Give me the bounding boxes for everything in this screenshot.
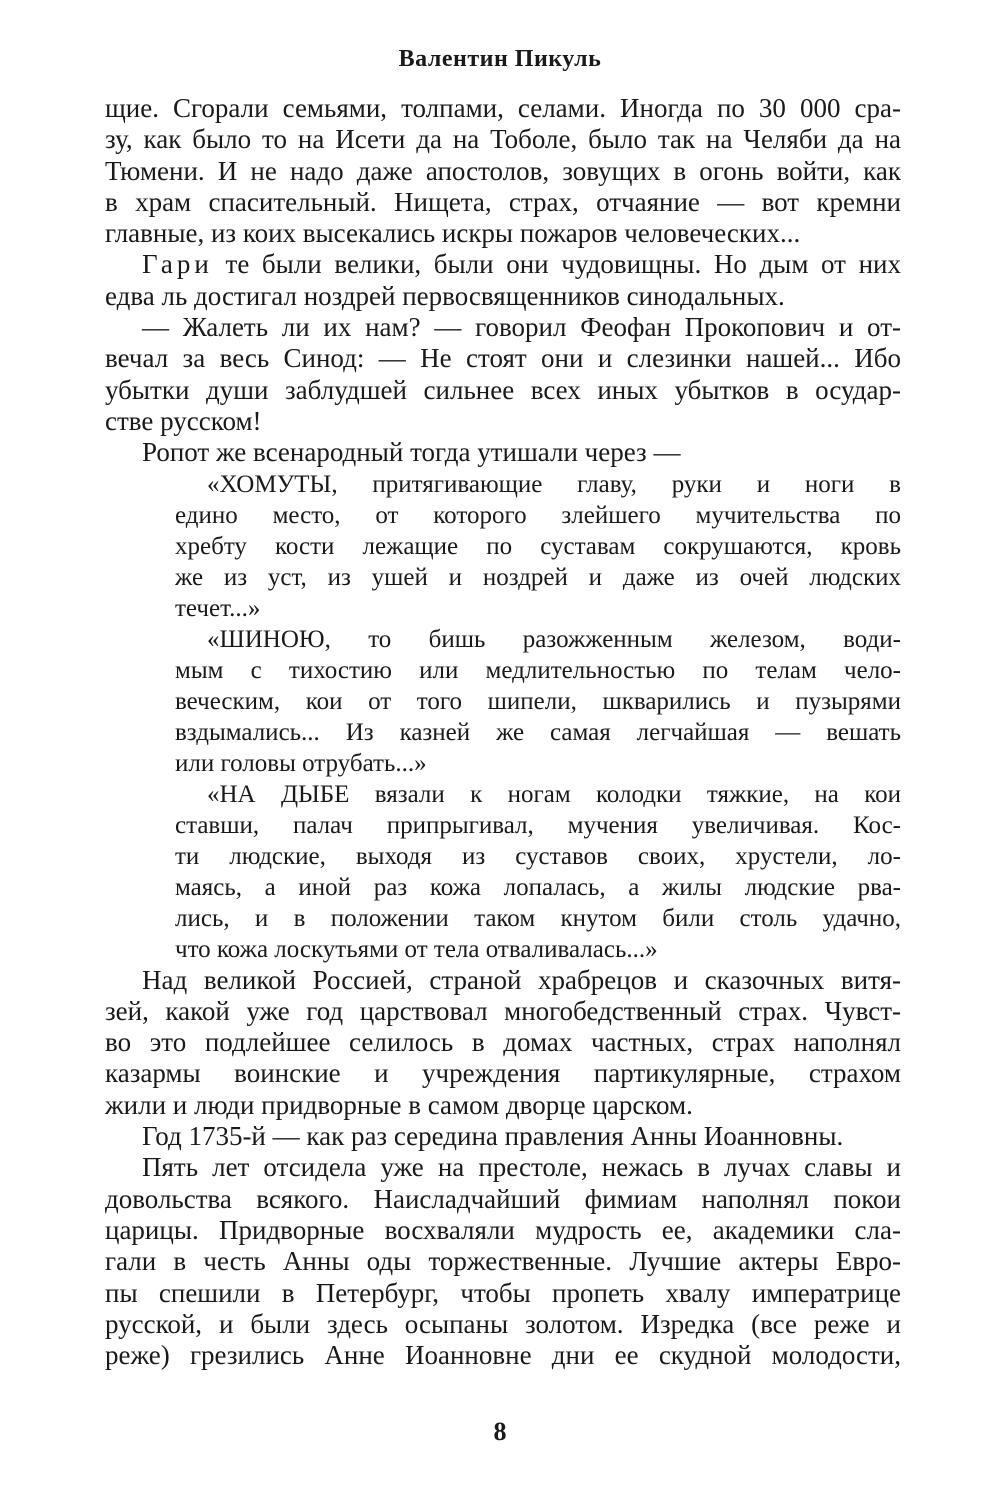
text-line: убытки души заблудшей сильнее всех иных убытков в осудар- [105, 374, 901, 405]
text-line: вечал за весь Синод: — Не стоят они и слезинки нашей... Ибо [105, 343, 901, 374]
text-line: гали в честь Анны оды торжественные. Лучшие актеры Евро- [105, 1246, 901, 1277]
text-line: реже) грезились Анне Иоанновне дни ее скудной молодости, [105, 1340, 901, 1371]
quote-line: лись, и в положении таком кнутом били столь удачно, [175, 904, 901, 932]
body-text [105, 93, 901, 1371]
quote-line: хребту кости лежащие по суставам сокрушаются, кровь [175, 532, 901, 560]
quote-line: «НА ДЫБЕ вязали к ногам колодки тяжкие, на кои [207, 780, 901, 808]
quote-line: вздымались... Из казней же самая легчайшая — вешать [175, 718, 901, 746]
quote-line: «ХОМУТЫ, притягивающие главу, руки и ноги в [207, 470, 901, 498]
text-line: главные, из коих высекались искры пожаров человеческих... [105, 218, 801, 249]
text-line: в храм спасительный. Нищета, страх, отчаяние — вот кремни [105, 186, 901, 217]
text-line: — Жалеть ли их нам? — говорил Феофан Прокопович и от- [142, 312, 901, 343]
document-quote [105, 469, 901, 965]
quote-line: или головы отрубать...» [175, 749, 427, 777]
quote-line: что кожа лоскутьями от тела отваливалась...» [175, 935, 658, 963]
quote-line: ти людские, выходя из суставов своих, хрустели, ло- [175, 842, 901, 870]
quote-line: течет...» [175, 594, 261, 622]
text-line [105, 249, 901, 280]
quote-line: мым с тихостию или медлительностью по телам чело- [175, 656, 901, 684]
quote-line: же из уст, из ушей и ноздрей и даже из очей людских [175, 563, 901, 591]
page-number: 8 [493, 1417, 507, 1446]
quote-line: веческим, кои от того шипели, шкварились и пузырями [175, 687, 901, 715]
quote-line: ставши, палач припрыгивал, мучения увеличивая. Кос- [175, 811, 901, 839]
quote-line: едино место, от которого злейшего мучительства по [175, 501, 901, 529]
text-line: во это подлейшее селилось в домах частных, страх наполнял [105, 1027, 901, 1058]
text-line: Ропот же всенародный тогда утишали через — [142, 437, 681, 468]
text-line: жили и люди придворные в самом дворце царском. [105, 1089, 693, 1120]
running-header: Валентин Пикуль [398, 46, 602, 72]
text-line: Год 1735-й — как раз середина правления Анны Иоанновны. [142, 1121, 844, 1152]
text-line: Над великой Россией, страной храбрецов и сказочных витя- [142, 964, 901, 995]
quote-line: «ШИНОЮ, то бишь разожженным железом, води- [207, 625, 901, 653]
text-line-rest: те были велики, были они чудовищны. Но дым от них [225, 249, 901, 280]
text-line: зу, как было то на Исети да на Тоболе, было так на Челяби да на [105, 124, 901, 155]
text-line: Пять лет отсидела уже на престоле, нежась в лучах славы и [142, 1152, 901, 1183]
text-line: Тюмени. И не надо даже апостолов, зовущих в огонь войти, как [105, 155, 901, 186]
text-line: стве русском! [105, 405, 262, 436]
text-line: едва ль достигал ноздрей первосвященников синодальных. [105, 280, 785, 311]
text-line: русской, и были здесь осыпаны золотом. Изредка (все реже и [105, 1308, 901, 1339]
text-line: царицы. Придворные восхваляли мудрость ее, академики сла- [105, 1214, 901, 1245]
text-line: зей, какой уже год царствовал многобедственный страх. Чувст- [105, 995, 901, 1026]
spaced-word: Гари [142, 249, 213, 280]
text-line: довольства всякого. Наисладчайший фимиам наполнял покои [105, 1183, 901, 1214]
text-line: казармы воинские и учреждения партикулярные, страхом [105, 1058, 901, 1089]
text-line: пы спешили в Петербург, чтобы пропеть хвалу императрице [105, 1277, 901, 1308]
quote-line: маясь, а иной раз кожа лопалась, а жилы людские рва- [175, 873, 901, 901]
text-line: щие. Сгорали семьями, толпами, селами. Иногда по 30 000 сра- [105, 93, 901, 123]
